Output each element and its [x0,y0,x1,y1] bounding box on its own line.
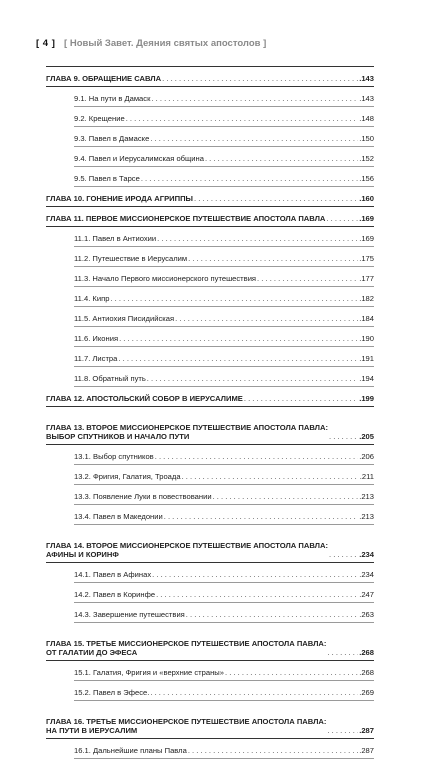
dot-leader [152,570,358,580]
dot-leader [175,314,358,324]
page-number-dot: . [359,668,362,678]
toc-entry-title: ГЛАВА 9. ОБРАЩЕНИЕ САВЛА [46,74,162,84]
toc-chapter-entry [46,623,374,661]
page-number-dot: . [359,374,362,384]
dot-leader [188,746,358,756]
page-number-value: 213 [361,492,374,502]
toc-entry-title: 14.1. Павел в Афинах [74,570,152,580]
dot-leader [257,274,358,284]
dot-leader [329,550,358,560]
toc-page-number [359,570,374,580]
toc-page-number [359,94,374,104]
page-number-dot: . [359,74,362,84]
page-number-dot: . [359,688,362,698]
toc-entry-title: 9.3. Павел в Дамаске [74,134,150,144]
toc-section-entry [74,661,374,681]
toc-entry-title: 13.3. Появление Луки в повествовании [74,492,212,502]
page-number-value: 143 [361,94,374,104]
page-number-dot: . [359,452,362,462]
dot-leader [326,214,358,224]
dot-leader [329,432,358,442]
toc-section-entry [74,247,374,267]
toc-page-number [359,254,374,264]
toc-page-number [359,452,374,462]
toc-page-number [359,492,374,502]
toc-page-number [359,668,374,678]
page-number-value: 194 [361,374,374,384]
page-number-value: 269 [361,688,374,698]
page-number-dot: . [359,610,362,620]
page-number-value: 211 [361,472,374,482]
toc-entry-title: ГЛАВА 11. ПЕРВОЕ МИССИОНЕРСКОЕ ПУТЕШЕСТВИЕ АПОСТОЛА ПАВЛА [46,214,326,224]
toc-entry-title: 11.1. Павел в Антиохии [74,234,157,244]
toc-section-entry [74,465,374,485]
table-of-contents [46,66,374,759]
page-number-value: 169 [361,214,374,224]
toc-entry-title: 9.4. Павел и Иерусалимская община [74,154,204,164]
toc-page-number [359,114,374,124]
toc-chapter-entry [46,67,374,87]
toc-entry-title-line: ГЛАВА 13. ВТОРОЕ МИССИОНЕРСКОЕ ПУТЕШЕСТВИЕ АПОСТОЛА ПАВЛА: [46,422,328,432]
page-number-value: 247 [361,590,374,600]
toc-page-number [359,314,374,324]
page-number-value: 234 [361,550,374,560]
page-number-dot: . [359,134,362,144]
dot-leader [151,94,358,104]
toc-entry-title: 13.2. Фригия, Галатия, Троада [74,472,181,482]
toc-page-number [359,550,374,560]
toc-section-entry [74,307,374,327]
page-number-value: 190 [361,334,374,344]
toc-entry-title: ГЛАВА 12. АПОСТОЛЬСКИЙ СОБОР В ИЕРУСАЛИМЕ [46,394,243,404]
dot-leader [225,668,358,678]
toc-entry-title: 11.7. Листра [74,354,118,364]
toc-chapter-entry [46,387,374,407]
page-number-dot: . [359,294,362,304]
toc-page-number [359,394,374,404]
page-number-value: 160 [361,194,374,204]
toc-entry-title: 15.2. Павел в Эфесе. [74,688,150,698]
toc-page-number [359,234,374,244]
toc-page-number [359,334,374,344]
toc-page-number [359,174,374,184]
toc-entry-title: 11.3. Начало Первого миссионерского путешествия [74,274,257,284]
toc-page-number [359,354,374,364]
toc-section-entry [74,563,374,583]
dot-leader [213,492,362,502]
toc-entry-title: 11.5. Антиохия Писидийская [74,314,175,324]
toc-section-entry [74,739,374,759]
toc-entry-title: 9.5. Павел в Тарсе [74,174,140,184]
dot-leader [182,472,359,482]
page-number-value: 175 [361,254,374,264]
page-number-value: 182 [361,294,374,304]
page-number-dot: . [359,432,362,442]
page-number-dot: . [359,274,362,284]
dot-leader [110,294,358,304]
toc-entry-title: 13.1. Выбор спутников [74,452,154,462]
dot-leader [147,374,358,384]
dot-leader [157,234,358,244]
dot-leader [205,154,358,164]
toc-entry-title-line: ОТ ГАЛАТИИ ДО ЭФЕСА [46,648,138,658]
toc-page-number [359,432,374,442]
page-number-value: 287 [361,726,374,736]
page-number-dot: . [359,570,362,580]
page-number-value: 143 [361,74,374,84]
dot-leader [327,648,358,658]
page-number-dot: . [359,174,362,184]
toc-entry-title-line: ГЛАВА 15. ТРЕТЬЕ МИССИОНЕРСКОЕ ПУТЕШЕСТВИЕ АПОСТОЛА ПАВЛА: [46,638,327,648]
dot-leader [141,174,358,184]
page-number-dot: . [359,214,362,224]
page-number-value: 287 [361,746,374,756]
toc-section-entry [74,267,374,287]
page-number-dot: . [359,194,362,204]
page-number-value: 184 [361,314,374,324]
toc-page-number [359,726,374,736]
dot-leader [162,74,358,84]
page-number-dot: . [359,94,362,104]
toc-section-entry [74,485,374,505]
toc-chapter-entry [46,207,374,227]
book-title: [ Новый Завет. Деяния святых апостолов ] [64,38,267,49]
toc-section-entry [74,287,374,307]
toc-entry-title: 11.4. Кипр [74,294,110,304]
toc-entry-title [46,423,328,442]
toc-entry-title: 11.2. Путешествие в Иерусалим [74,254,188,264]
page-number-value: 150 [361,134,374,144]
page-number-value: 148 [361,114,374,124]
page-number-value: 169 [361,234,374,244]
toc-page-number [359,294,374,304]
dot-leader [126,114,362,124]
toc-entry-title: ГЛАВА 10. ГОНЕНИЕ ИРОДА АГРИППЫ [46,194,193,204]
toc-chapter-entry [46,407,374,445]
toc-section-entry [74,347,374,367]
dot-leader [186,610,358,620]
toc-entry-title: 9.1. На пути в Дамаск [74,94,151,104]
toc-page-number [359,74,374,84]
dot-leader [119,334,358,344]
toc-entry-title-line: ВЫБОР СПУТНИКОВ И НАЧАЛО ПУТИ [46,432,190,442]
toc-section-entry [74,603,374,623]
toc-entry-title-line: НА ПУТИ В ИЕРУСАЛИМ [46,726,138,736]
dot-leader [327,726,358,736]
toc-page-number [359,134,374,144]
dot-leader [156,590,358,600]
dot-leader [150,134,358,144]
page-number-dot: . [359,726,362,736]
toc-chapter-entry [46,525,374,563]
page-number-dot: . [359,254,362,264]
page-number-value: 177 [361,274,374,284]
toc-section-entry [74,167,374,187]
toc-page-number [359,648,374,658]
page-number-dot: . [359,114,362,124]
toc-section-entry [74,107,374,127]
page-number-value: 268 [361,668,374,678]
page-number-dot: . [359,234,362,244]
toc-section-entry [74,583,374,603]
page-number-dot: . [359,492,362,502]
page-number-value: 213 [361,512,374,522]
page-number: [ 4 ] [36,38,56,49]
toc-section-entry [74,327,374,347]
toc-entry-title: 14.3. Завершение путешествия [74,610,185,620]
toc-page-number [359,194,374,204]
page-number-dot: . [359,472,362,482]
toc-page-number [359,590,374,600]
toc-page-number [360,472,374,482]
toc-entry-title: 14.2. Павел в Коринфе [74,590,156,600]
page-number-dot: . [359,590,362,600]
page-number-value: 191 [361,354,374,364]
dot-leader [118,354,358,364]
toc-entry-title: 11.6. Икония [74,334,119,344]
page-number-dot: . [359,394,362,404]
toc-section-entry [74,505,374,525]
dot-leader [150,688,358,698]
toc-entry-title: 16.1. Дальнейшие планы Павла [74,746,187,756]
page-number-value: 234 [361,570,374,580]
dot-leader [194,194,358,204]
dot-leader [164,512,358,522]
page-number-dot: . [359,512,362,522]
page-number-value: 205 [361,432,374,442]
page-number-dot: . [359,154,362,164]
toc-section-entry [74,127,374,147]
dot-leader [188,254,358,264]
toc-page-number [359,374,374,384]
page-number-value: 199 [361,394,374,404]
toc-page-number [359,512,374,522]
toc-entry-title-line: ГЛАВА 16. ТРЕТЬЕ МИССИОНЕРСКОЕ ПУТЕШЕСТВИЕ АПОСТОЛА ПАВЛА: [46,716,327,726]
toc-entry-title [46,717,326,736]
toc-page-number [359,688,374,698]
page-number-value: 263 [361,610,374,620]
dot-leader [244,394,358,404]
page-number-value: 152 [361,154,374,164]
page-number-dot: . [359,746,362,756]
toc-section-entry [74,681,374,701]
toc-chapter-entry [46,187,374,207]
toc-section-entry [74,445,374,465]
toc-section-entry [74,367,374,387]
running-header [36,38,266,49]
toc-entry-title-line: АФИНЫ И КОРИНФ [46,550,119,560]
toc-entry-title [46,639,326,658]
toc-section-entry [74,227,374,247]
page-number-value: 268 [361,648,374,658]
page-number-dot: . [359,648,362,658]
toc-section-entry [74,87,374,107]
toc-entry-title [46,541,328,560]
toc-page-number [359,610,374,620]
page-number-value: 206 [361,452,374,462]
toc-page-number [359,274,374,284]
toc-chapter-entry [46,701,374,739]
page-number-value: 156 [361,174,374,184]
toc-entry-title: 15.1. Галатия, Фригия и «верхние страны» [74,668,224,678]
toc-entry-title: 11.8. Обратный путь [74,374,146,384]
page-number-dot: . [359,354,362,364]
toc-page-number [359,154,374,164]
toc-entry-title-line: ГЛАВА 14. ВТОРОЕ МИССИОНЕРСКОЕ ПУТЕШЕСТВИЕ АПОСТОЛА ПАВЛА: [46,540,328,550]
page-number-dot: . [359,334,362,344]
toc-page-number [359,746,374,756]
toc-page-number [359,214,374,224]
page-number-dot: . [359,314,362,324]
toc-entry-title: 13.4. Павел в Македонии [74,512,163,522]
dot-leader [155,452,358,462]
page-number-dot: . [359,550,362,560]
toc-entry-title: 9.2. Крещение [74,114,125,124]
toc-section-entry [74,147,374,167]
